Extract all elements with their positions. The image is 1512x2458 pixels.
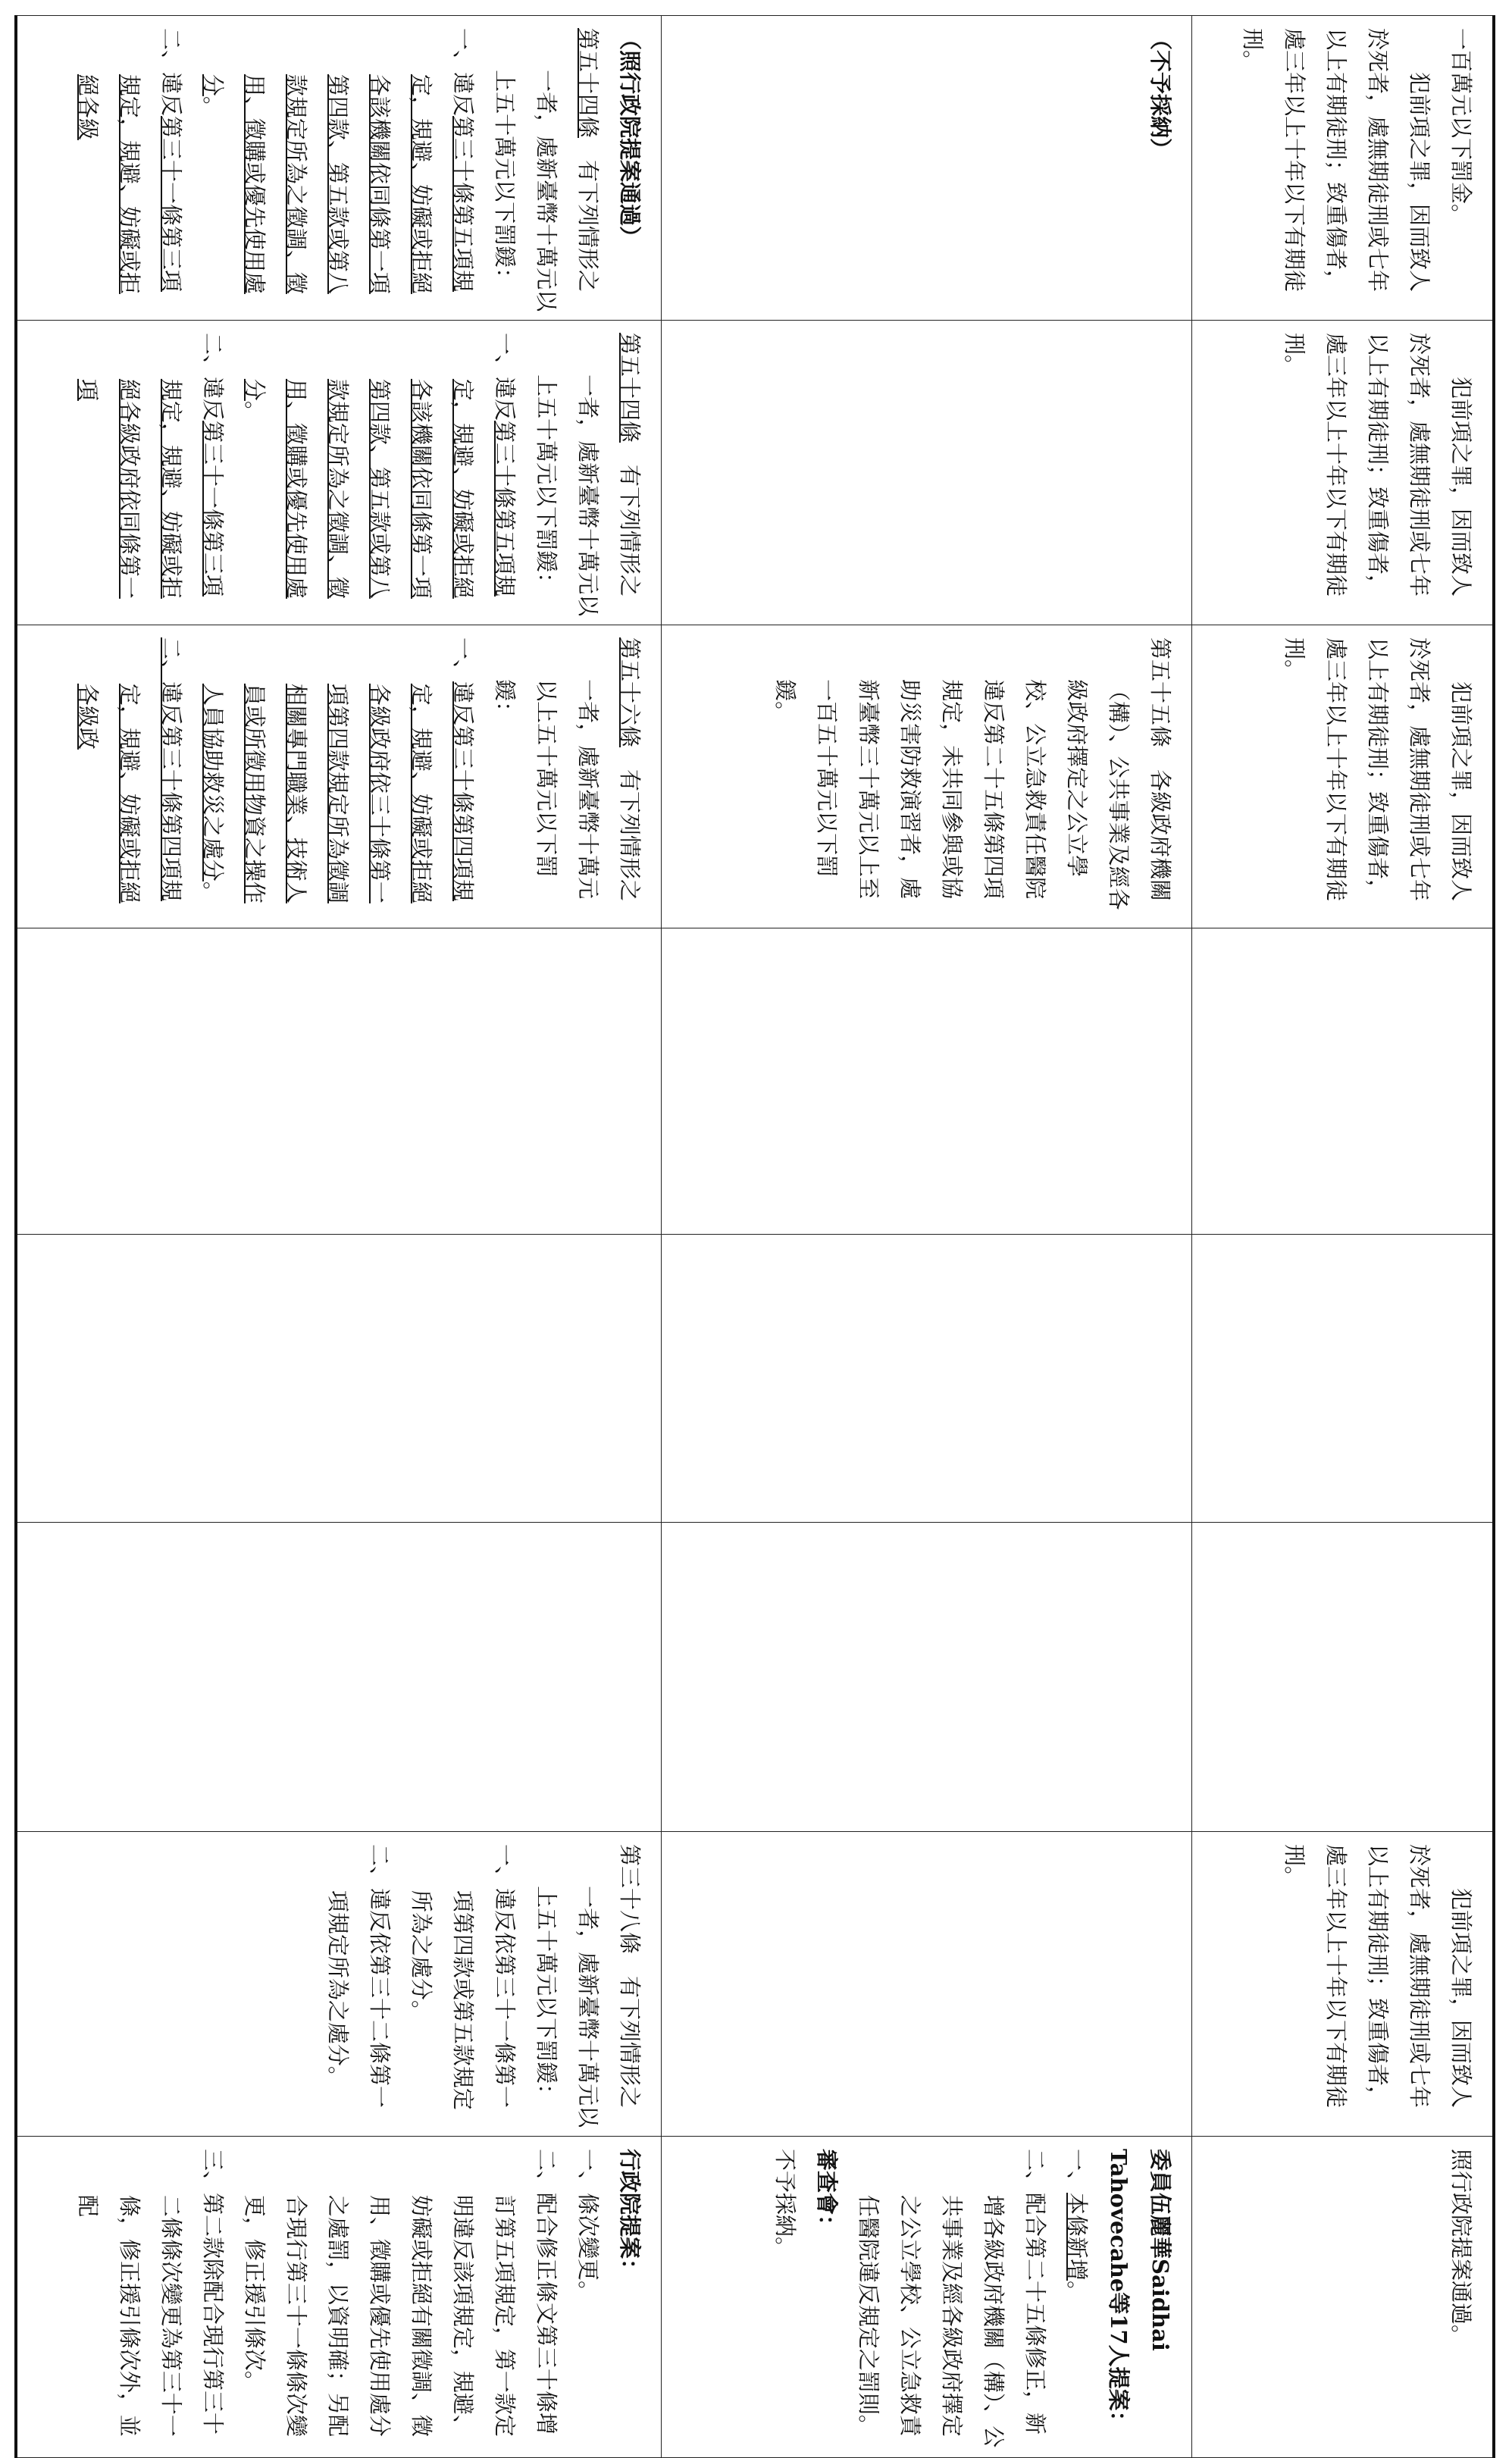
cell-c4-r1: [1192, 928, 1494, 1235]
underlined-text: 本條新增: [1064, 2193, 1091, 2281]
cell-c6-r3: [16, 1523, 662, 1832]
underlined-text: 第三十條第五項規定，規避、妨礙或拒絕各該機關依同條第一項第四款、第五款或第八款規定所為之徵調、徵用、徵購或優先使用處分: [200, 74, 477, 294]
article-item: 二、違反依第三十二條第一項規定所為之處分。: [325, 1844, 393, 2109]
article-number: 第五十六條: [617, 637, 643, 748]
review-text: 不予採納。: [772, 2149, 799, 2259]
article-intro-text: 有下列情形之一者，處新臺幣十萬元以上五十萬元以下罰鍰：: [534, 1886, 643, 2128]
table-row-article-55: [662, 16, 1192, 2458]
article-intro: [526, 333, 651, 617]
article-item: [67, 637, 193, 920]
article-item: 一、違反第三十條第五項規定，規避、妨礙或拒絕各該機關依同條第一項第四款、第五款或第八款規定所為之徵調、徵用、徵購或優先使用處分。: [242, 333, 518, 599]
text-line: 照行政院提案通過。: [1448, 2149, 1474, 2347]
underlined-text: 二、違反第三十條第四項規定，規避、妨礙或拒絕各級政: [75, 637, 185, 903]
decision-heading: （照行政院提案通過）: [617, 28, 643, 249]
underlined-text: 違反第三十條第四項規定，規避、妨礙或拒絕各級政府依三十條第一項第四款規定所為徵調相關專門職業、技術人員或所徵用物資之操作人員協助救災之處分: [200, 681, 477, 903]
text-line: 犯前項之罪，因而致人於死者，處無期徒刑或七年以上有期徒刑；致重傷者，處三年以上十年以下有期徒刑。: [1282, 1844, 1474, 2109]
proposal-heading: 行政院提案：: [617, 2149, 643, 2281]
article-number: 第三十八條: [617, 1844, 643, 1955]
cell-c2-r2: [662, 321, 1192, 625]
article-item: 一、違反依第三十一條第一項第四款或第五款規定所為之處分。: [409, 1844, 518, 2110]
cell-c4-r2: [662, 928, 1192, 1235]
cell-c8-r3: [16, 2137, 662, 2458]
text-line: 一百萬元以下罰金。: [1448, 28, 1474, 227]
text-line: 犯前項之罪，因而致人於死者，處無期徒刑或七年以上有期徒刑；致重傷者，處三年以上十年以下有期徒刑。: [1282, 333, 1474, 597]
comparison-table: [14, 15, 1495, 2458]
article-intro-text: 有下列情形之一者，處新臺幣十萬元以上五十萬元以下罰鍰：: [492, 70, 602, 312]
text-line: 犯前項之罪，因而致人於死者，處無期徒刑或七年以上有期徒刑；致重傷者，處三年以上十年以下有期徒刑。: [1282, 637, 1474, 902]
underlined-text: 第三十條第五項規定，規避、妨礙或拒絕各該機關依同條第一項第四款、第五款或第八款規定所為之徵調、徵用、徵購或優先使用處分: [242, 378, 518, 599]
cell-c1-r1: [1192, 16, 1494, 321]
cell-c4-r3: [16, 928, 662, 1235]
cell-c7-r3: [16, 1832, 662, 2137]
article-item: 一、違反第三十條第五項規定，規避、妨礙或拒絕各該機關依同條第一項第四款、第五款或第八款規定所為之徵調、徵用、徵購或優先使用處分。: [200, 28, 477, 294]
article-intro: [526, 1844, 651, 2128]
note-item: 三、第二款除配合現行第三十二條條次變更為第三十一條，修正援引條次外，並配: [75, 2149, 227, 2437]
cell-c5-r1: [1192, 1235, 1494, 1523]
note-item: 二、配合第二十五條修正，新增各級政府機關（構）、公共事業及經各級政府擇定之公立學校、公立急救責任醫院違反規定之罰則。: [856, 2149, 1049, 2448]
note-item: 二、配合修正條文第三十條增訂第五項規定，第一款定明違反該項規定，規避、妨礙或拒絕有關徵調、徵用、徵購或優先使用處分之處罰，以資明確；另配合現行第三十一條條次變更，修正援引條次。: [242, 2149, 560, 2437]
article-item: 二、違反第三十一條第三項規定，規避、妨礙或拒絕各級政府依同條第一項: [75, 333, 227, 599]
cell-c6-r1: [1192, 1523, 1494, 1832]
decision-heading: （不予採納）: [1147, 28, 1174, 161]
cell-c8-r2: [662, 2137, 1192, 2458]
cell-c3-r2: [662, 625, 1192, 928]
cell-c7-r2: [662, 1832, 1192, 2137]
cell-c5-r2: [662, 1235, 1192, 1523]
note-item: 一、條次變更。: [575, 2149, 602, 2303]
cell-c1-r2: [662, 16, 1192, 321]
note-item: 一、本條新增。: [1064, 2149, 1091, 2303]
article-number: 第五十四條: [575, 28, 602, 139]
article-intro: [484, 637, 651, 920]
article-item: 一、違反第三十條第四項規定，規避、妨礙或拒絕各級政府依三十條第一項第四款規定所為徵調相關專門職業、技術人員或所徵用物資之操作人員協助救災之處分。: [200, 637, 477, 903]
article-number: 第五十四條: [617, 333, 643, 443]
text-line: 犯前項之罪，因而致人於死者，處無期徒刑或七年以上有期徒刑；致重傷者，處三年以上十年以下有期徒刑。: [1240, 28, 1432, 293]
article-item: 二、違反第三十一條第三項規定，規避、妨礙或拒絕各級: [75, 28, 185, 294]
cell-c7-r1: [1192, 1832, 1494, 2137]
cell-c1-r3: [16, 16, 662, 321]
article-intro-text: 有下列情形之一者，處新臺幣十萬元以上五十萬元以下罰鍰：: [492, 679, 643, 902]
article-text: 第五十五條 各級政府機關（構）、公共事業及經各級政府擇定之公立學校、公立急救責任醫院違反第二十五條第四項規定，未共同參與或協助災害防救演習者，處新臺幣三十萬元以上至一百五十萬元以下罰鍰。: [772, 637, 1174, 910]
underlined-text: 第三十一條第三項規定，規避、妨礙或拒絕各級: [75, 74, 185, 294]
cell-c2-r3: [16, 321, 662, 625]
cell-c3-r3: [16, 625, 662, 928]
review-label: 審查會：: [814, 2149, 841, 2237]
cell-c6-r2: [662, 1523, 1192, 1832]
table-row-article-54: [16, 16, 662, 2458]
table-row-penalty-text: [1192, 16, 1494, 2458]
cell-c2-r1: [1192, 321, 1494, 625]
article-intro: [484, 28, 609, 312]
cell-c3-r1: [1192, 625, 1494, 928]
article-intro-text: 有下列情形之一者，處新臺幣十萬元以上五十萬元以下罰鍰：: [534, 374, 643, 617]
cell-c8-r1: [1192, 2137, 1494, 2458]
cell-c5-r3: [16, 1235, 662, 1523]
proposal-heading: 委員伍麗華Saidhai Tahovecahe等17人提案：: [1106, 2149, 1174, 2433]
underlined-text: 第三十一條第三項規定，規避、妨礙或拒絕各級政府依同條第一項: [75, 378, 227, 599]
